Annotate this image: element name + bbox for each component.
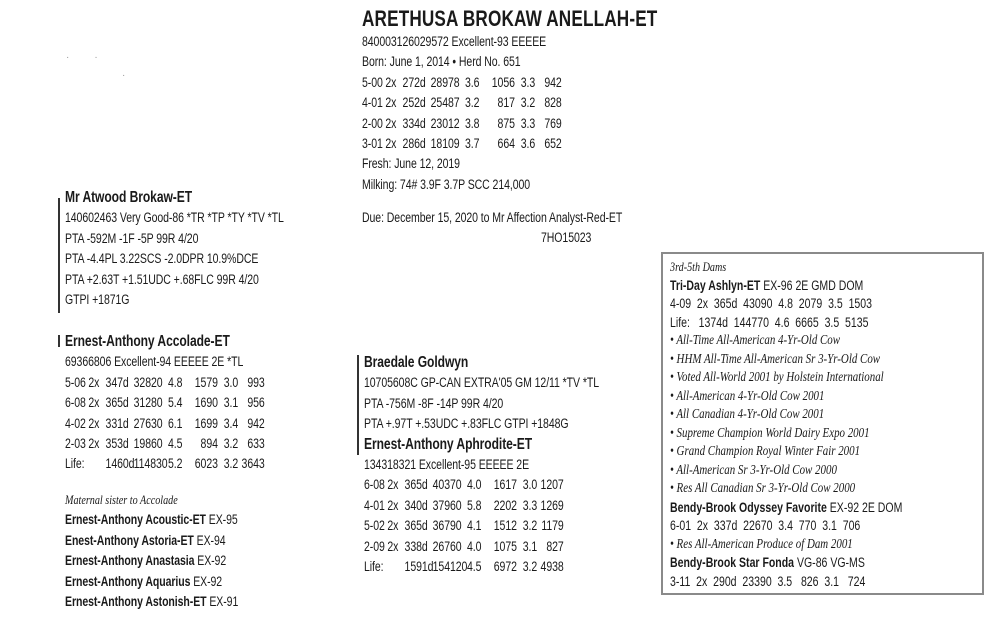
record-cell: 36790 bbox=[432, 518, 462, 534]
record-row bbox=[362, 93, 657, 113]
sire-line: GTPI +1871G bbox=[65, 292, 130, 308]
record-cell: 4938 bbox=[540, 559, 564, 575]
sister-list bbox=[65, 510, 238, 612]
due-line: Due: December 15, 2020 to Mr Affection Analyst-Red-ET bbox=[362, 210, 623, 225]
record-cell: 6023 bbox=[194, 456, 218, 472]
lifetime-row bbox=[364, 557, 599, 577]
record-cell: 3643 bbox=[241, 456, 265, 472]
record-cell: 5-06 bbox=[65, 374, 86, 390]
scan-speck: · · bbox=[66, 52, 98, 63]
record-cell: 993 bbox=[247, 374, 265, 390]
record-cell: 334d bbox=[402, 115, 426, 131]
third-fifth-dams-box bbox=[661, 252, 984, 595]
record-cell: 633 bbox=[247, 436, 265, 452]
record-cell: 2x bbox=[88, 415, 100, 431]
record-cell: 365d bbox=[105, 395, 129, 411]
sister-item bbox=[65, 551, 238, 571]
record-cell: 365d bbox=[404, 518, 428, 534]
record-cell: 338d bbox=[404, 538, 428, 554]
record-row bbox=[65, 434, 265, 454]
sisters-heading: Maternal sister to Accolade bbox=[65, 492, 178, 507]
record-cell: 1056 bbox=[491, 74, 515, 90]
sister-score: EX-94 bbox=[193, 532, 226, 548]
record-cell: 828 bbox=[544, 95, 562, 111]
record-cell: 4.8 bbox=[167, 374, 183, 390]
record-cell: 3.3 bbox=[522, 497, 538, 513]
sister-item bbox=[65, 592, 238, 612]
record-cell: 2-00 bbox=[362, 115, 383, 131]
record-cell: 3.2 bbox=[522, 559, 538, 575]
record-cell: 5.2 bbox=[167, 456, 183, 472]
record-cell: 3.1 bbox=[223, 395, 239, 411]
record-cell: 5.8 bbox=[466, 497, 482, 513]
sire-block bbox=[65, 188, 284, 310]
record-cell: 3.4 bbox=[223, 415, 239, 431]
record-cell: 1075 bbox=[493, 538, 517, 554]
milking-line: Milking: 74# 3.9F 3.7P SCC 214,000 bbox=[362, 176, 531, 192]
record-cell: 3.6 bbox=[464, 74, 480, 90]
record-cell: 3.3 bbox=[520, 115, 536, 131]
record-cell: 4.5 bbox=[466, 559, 482, 575]
sister-item bbox=[65, 510, 238, 530]
record-cell: 3.2 bbox=[223, 456, 239, 472]
record-cell: 4-01 bbox=[362, 95, 383, 111]
record-cell: 4-01 bbox=[364, 497, 385, 513]
record-cell: 2x bbox=[385, 95, 397, 111]
record-cell: 2-03 bbox=[65, 436, 86, 452]
dam4-classification: EX-92 2E DOM bbox=[829, 499, 903, 515]
record-cell: 1579 bbox=[194, 374, 218, 390]
sister-item bbox=[65, 531, 238, 551]
due-sire-code: 7HO15023 bbox=[541, 230, 592, 245]
honor-item: • Res All-American Produce of Dam 2001 bbox=[670, 536, 853, 552]
record-cell: 2x bbox=[88, 395, 100, 411]
record-cell: 26760 bbox=[432, 538, 462, 554]
grandsire-line: 10705608C GP-CAN EXTRA'05 GM 12/11 *TV *TL bbox=[364, 375, 599, 391]
dam4-name: Bendy-Brook Odyssey Favorite bbox=[670, 499, 827, 515]
record-cell: 37960 bbox=[432, 497, 462, 513]
record-cell: 19860 bbox=[133, 436, 163, 452]
main-cow-block bbox=[362, 6, 657, 195]
grandsire-line: PTA -756M -8F -14P 99R 4/20 bbox=[364, 395, 504, 411]
record-cell: 2x bbox=[387, 497, 399, 513]
record-cell: 1617 bbox=[493, 477, 517, 493]
sister-name: Ernest-Anthony Anastasia bbox=[65, 553, 195, 569]
dam3-life: Life: 1374d 144770 4.6 6665 3.5 5135 bbox=[670, 314, 869, 330]
sister-name: Ernest-Anthony Acoustic-ET bbox=[65, 512, 206, 528]
record-cell: 894 bbox=[200, 436, 218, 452]
record-cell: 942 bbox=[544, 74, 562, 90]
honor-item: • All-American Sr 3-Yr-Old Cow 2000 bbox=[670, 462, 837, 478]
sister-name: Ernest-Anthony Aquarius bbox=[65, 573, 191, 589]
pedigree-bracket bbox=[357, 355, 359, 455]
grand-dam-name: Ernest-Anthony Aphrodite-ET bbox=[364, 435, 533, 453]
sister-name: Ernest-Anthony Astonish-ET bbox=[65, 594, 207, 610]
dam5-record: 3-11 2x 290d 23390 3.5 826 3.1 724 bbox=[670, 573, 866, 589]
record-cell: 4.0 bbox=[466, 477, 482, 493]
record-cell: 32820 bbox=[133, 374, 163, 390]
record-cell: Life: bbox=[364, 559, 384, 575]
sire-line: PTA -4.4PL 3.22SCS -2.0DPR 10.9%DCE bbox=[65, 251, 259, 267]
registration-line: 134318321 Excellent-95 EEEEE 2E bbox=[364, 457, 530, 473]
record-cell: 3.2 bbox=[520, 95, 536, 111]
record-cell: 1269 bbox=[540, 497, 564, 513]
record-cell: Life: bbox=[65, 456, 85, 472]
record-cell: 1179 bbox=[541, 518, 564, 534]
record-cell: 2-09 bbox=[364, 538, 385, 554]
born-line: Born: June 1, 2014 • Herd No. 651 bbox=[362, 54, 521, 70]
honor-item: • Res All Canadian Sr 3-Yr-Old Cow 2000 bbox=[670, 481, 856, 496]
record-cell: 3-01 bbox=[362, 136, 383, 152]
record-cell: 4.1 bbox=[466, 518, 482, 534]
record-cell: 5-02 bbox=[364, 518, 385, 534]
dam5-name: Bendy-Brook Star Fonda bbox=[670, 555, 795, 570]
dams-heading: 3rd-5th Dams bbox=[670, 259, 727, 274]
record-cell: 331d bbox=[105, 415, 129, 431]
record-cell: 6-08 bbox=[364, 477, 385, 493]
production-records bbox=[65, 373, 265, 475]
record-cell: 956 bbox=[247, 395, 265, 411]
record-cell: 1512 bbox=[493, 518, 517, 534]
record-cell: 4-02 bbox=[65, 415, 86, 431]
record-cell: 2x bbox=[385, 115, 397, 131]
record-cell: 4.5 bbox=[167, 436, 183, 452]
record-cell: 2x bbox=[385, 136, 397, 152]
record-cell: 114830 bbox=[133, 456, 168, 472]
record-cell: 23012 bbox=[430, 115, 460, 131]
production-records bbox=[362, 73, 657, 155]
record-cell: 817 bbox=[497, 95, 515, 111]
record-cell: 3.8 bbox=[464, 115, 480, 131]
sire-line: 140602463 Very Good-86 *TR *TP *TY *TV *TL bbox=[65, 210, 284, 226]
record-cell: 827 bbox=[546, 538, 564, 554]
record-cell: 6-08 bbox=[65, 395, 86, 411]
record-row bbox=[65, 393, 265, 413]
sire-line: PTA +2.63T +1.51UDC +.68FLC 99R 4/20 bbox=[65, 271, 259, 287]
fresh-line: Fresh: June 12, 2019 bbox=[362, 156, 460, 172]
grandsire-name: Braedale Goldwyn bbox=[364, 354, 469, 371]
record-row bbox=[362, 73, 657, 93]
record-cell: 347d bbox=[105, 374, 129, 390]
sister-score: EX-95 bbox=[205, 512, 238, 528]
sister-score: EX-92 bbox=[194, 553, 227, 569]
record-cell: 27630 bbox=[133, 415, 163, 431]
dam4-honors bbox=[670, 536, 902, 555]
record-cell: 5-00 bbox=[362, 74, 383, 90]
record-cell: 2x bbox=[387, 477, 399, 493]
record-cell: 664 bbox=[497, 136, 515, 152]
sister-score: EX-91 bbox=[206, 594, 239, 610]
record-cell: 3.0 bbox=[223, 374, 239, 390]
record-cell: 365d bbox=[404, 477, 428, 493]
registration-line: 69366806 Excellent-94 EEEEE 2E *TL bbox=[65, 354, 244, 370]
honor-item: • HHM All-Time All-American Sr 3-Yr-Old Cow bbox=[670, 351, 881, 367]
dam3-record: 4-09 2x 365d 43090 4.8 2079 3.5 1503 bbox=[670, 296, 872, 311]
honor-item: • Grand Champion Royal Winter Fair 2001 bbox=[670, 444, 861, 459]
sire-line: PTA -592M -1F -5P 99R 4/20 bbox=[65, 230, 199, 246]
dam3-name: Tri-Day Ashlyn-ET bbox=[670, 277, 761, 293]
record-cell: 1690 bbox=[194, 395, 218, 411]
record-cell: 4.0 bbox=[466, 538, 482, 554]
honor-item: • Supreme Champion World Dairy Expo 2001 bbox=[670, 425, 870, 441]
pedigree-bracket bbox=[58, 198, 60, 313]
record-cell: 3.2 bbox=[464, 95, 480, 111]
dam3-classification: EX-96 2E GMD DOM bbox=[763, 277, 864, 293]
record-cell: 3.7 bbox=[464, 136, 480, 152]
honor-item: • All-Time All-American 4-Yr-Old Cow bbox=[670, 333, 841, 348]
record-cell: 1591d bbox=[404, 559, 434, 575]
honor-item: • All-American 4-Yr-Old Cow 2001 bbox=[670, 388, 825, 404]
dam4-record: 6-01 2x 337d 22670 3.4 770 3.1 706 bbox=[670, 518, 861, 533]
record-cell: 3.2 bbox=[522, 518, 538, 534]
record-cell: 25487 bbox=[430, 95, 460, 111]
pedigree-bracket bbox=[58, 335, 60, 347]
record-cell: 2x bbox=[88, 374, 100, 390]
record-cell: 2x bbox=[88, 436, 100, 452]
record-cell: 2x bbox=[387, 538, 399, 554]
honor-item: • Voted All-World 2001 by Holstein International bbox=[670, 370, 884, 385]
dam5-classification: VG-86 VG-MS bbox=[796, 555, 865, 570]
record-row bbox=[364, 516, 599, 536]
dam-sire-name: Ernest-Anthony Accolade-ET bbox=[65, 333, 230, 350]
record-cell: 6972 bbox=[493, 559, 517, 575]
record-cell: 272d bbox=[402, 74, 426, 90]
record-cell: 40370 bbox=[432, 477, 462, 493]
cow-name: ARETHUSA BROKAW ANELLAH-ET bbox=[362, 6, 658, 31]
grandsire-line: PTA +.97T +.53UDC +.83FLC GTPI +1848G bbox=[364, 416, 569, 432]
record-row bbox=[364, 475, 599, 495]
record-cell: 2x bbox=[387, 518, 399, 534]
record-cell: 3.2 bbox=[223, 436, 239, 452]
record-cell: 286d bbox=[402, 136, 426, 152]
record-cell: 3.0 bbox=[522, 477, 538, 493]
lifetime-row bbox=[65, 454, 265, 474]
dam3-honors bbox=[670, 332, 902, 499]
record-cell: 353d bbox=[105, 436, 129, 452]
sire-name: Mr Atwood Brokaw-ET bbox=[65, 189, 193, 206]
record-cell: 2202 bbox=[493, 497, 517, 513]
honor-item: • All Canadian 4-Yr-Old Cow 2001 bbox=[670, 407, 825, 422]
record-cell: 6.1 bbox=[167, 415, 183, 431]
record-cell: 1207 bbox=[540, 477, 564, 493]
record-cell: 28978 bbox=[430, 74, 460, 90]
record-cell: 3.1 bbox=[522, 538, 538, 554]
record-cell: 31280 bbox=[133, 395, 163, 411]
production-records bbox=[364, 475, 599, 577]
scan-speck: · bbox=[122, 70, 126, 81]
record-cell: 942 bbox=[247, 415, 265, 431]
record-cell: 340d bbox=[404, 497, 428, 513]
record-row bbox=[364, 496, 599, 516]
dam-sire-block bbox=[65, 332, 265, 475]
maternal-grandsire-block bbox=[364, 353, 599, 577]
record-cell: 5.4 bbox=[167, 395, 183, 411]
record-row bbox=[65, 414, 265, 434]
record-row bbox=[364, 537, 599, 557]
maternal-sisters-block bbox=[65, 490, 238, 612]
record-cell: 3.6 bbox=[520, 136, 536, 152]
record-row bbox=[362, 134, 657, 154]
record-cell: 1460d bbox=[105, 456, 135, 472]
record-cell: 154120 bbox=[432, 559, 468, 575]
sister-name: Enest-Anthony Astoria-ET bbox=[65, 532, 194, 548]
sister-item bbox=[65, 572, 238, 592]
record-cell: 769 bbox=[544, 115, 562, 131]
record-cell: 252d bbox=[402, 95, 426, 111]
record-cell: 1699 bbox=[194, 415, 218, 431]
record-row bbox=[362, 114, 657, 134]
record-cell: 3.3 bbox=[520, 74, 536, 90]
record-row bbox=[65, 373, 265, 393]
registration-line: 840003126029572 Excellent-93 EEEEE bbox=[362, 34, 547, 49]
record-cell: 652 bbox=[544, 136, 562, 152]
record-cell: 18109 bbox=[430, 136, 460, 152]
record-cell: 875 bbox=[497, 115, 515, 131]
record-cell: 2x bbox=[385, 74, 397, 90]
sister-score: EX-92 bbox=[190, 573, 223, 589]
